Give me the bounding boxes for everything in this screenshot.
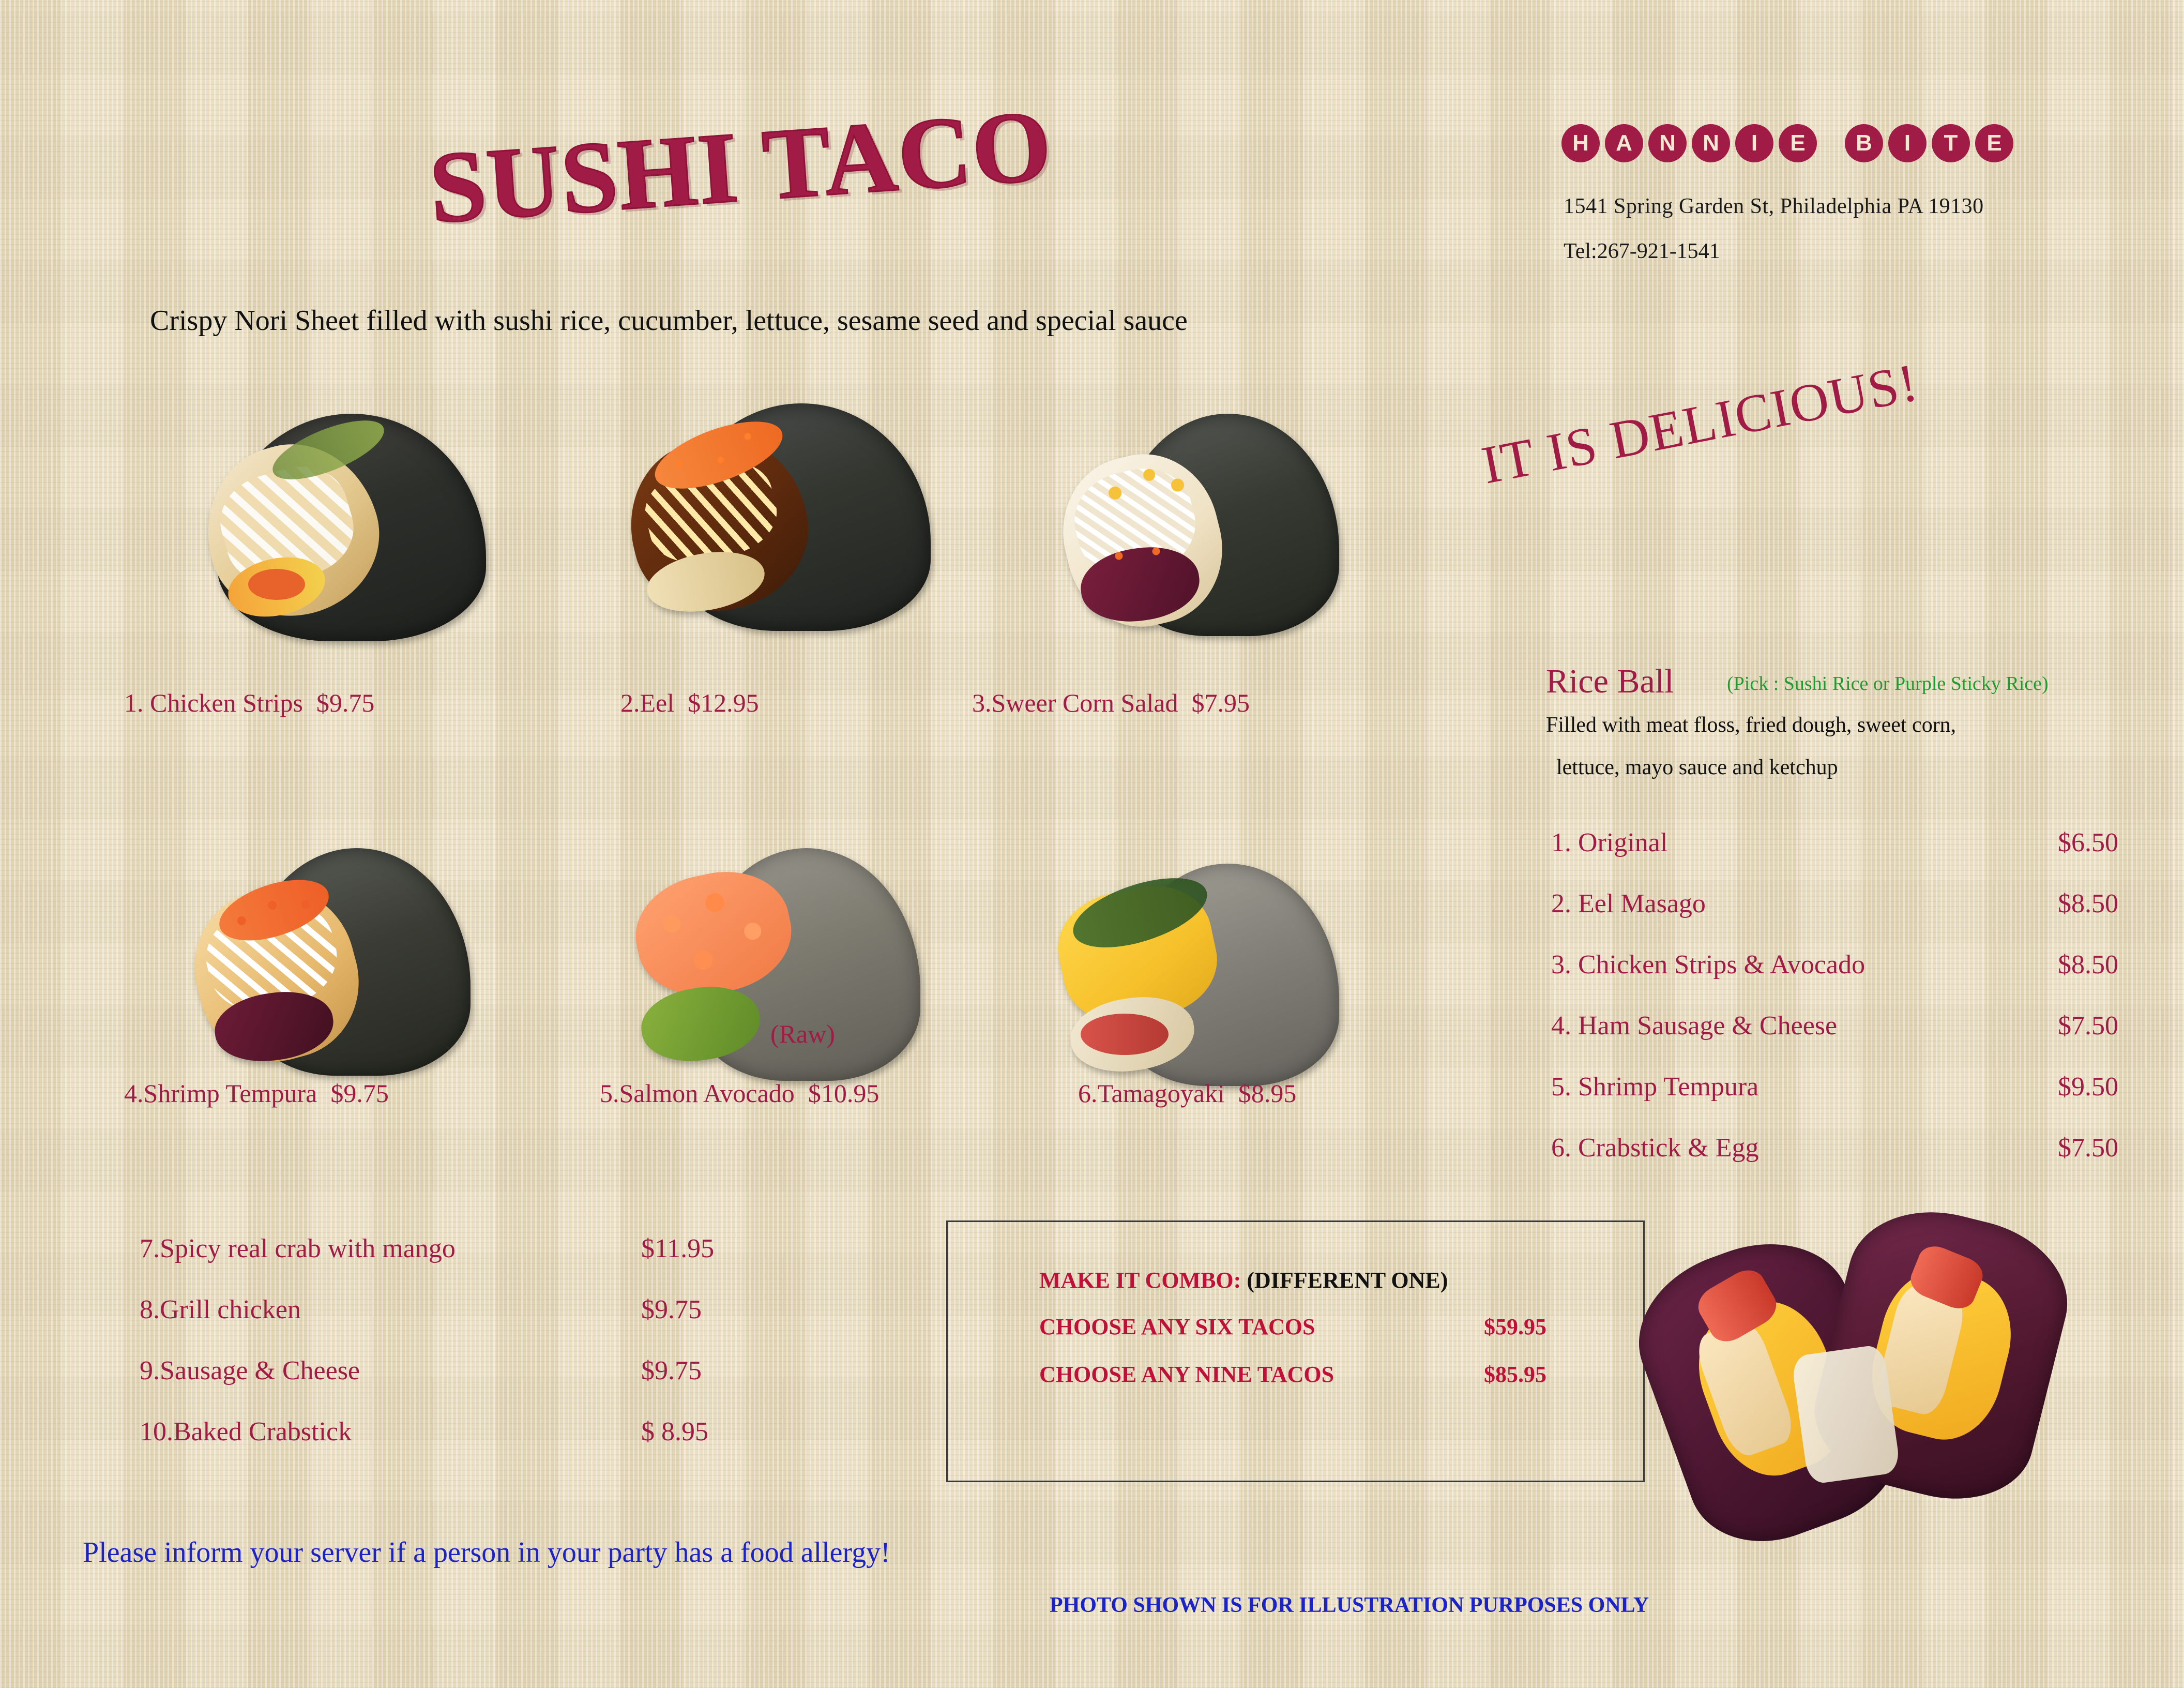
- brand-letter: B: [1845, 124, 1883, 162]
- riceball-item-label: 2. Eel Masago: [1551, 889, 1706, 918]
- combo-title: [1039, 1267, 1448, 1293]
- taco-list-label-8: 8.Grill chicken: [140, 1295, 301, 1324]
- riceball-item-label: 1. Original: [1551, 828, 1668, 857]
- taco-photo-shrimp-tempura: [186, 827, 486, 1096]
- taco-photo-sweet-corn-salad: [1055, 393, 1349, 662]
- taco-caption-1: [124, 688, 374, 718]
- taco-price-1: $9.75: [316, 688, 375, 717]
- brand-letter: I: [1735, 124, 1773, 162]
- restaurant-address: 1541 Spring Garden St, Philadelphia PA 19130: [1564, 194, 1984, 218]
- combo-line-price-1: $59.95: [1484, 1314, 1546, 1339]
- combo-title-note: (DIFFERENT ONE): [1247, 1268, 1448, 1293]
- brand-logo: [1561, 124, 2013, 162]
- taco-price-4: $9.75: [330, 1079, 389, 1108]
- menu-subtitle: Crispy Nori Sheet filled with sushi rice, cucumber, lettuce, sesame seed and special sauce: [150, 305, 1188, 337]
- riceball-item-price: $7.50: [2058, 1011, 2118, 1041]
- riceball-item-label: 4. Ham Sausage & Cheese: [1551, 1011, 1838, 1041]
- combo-box: [946, 1220, 1645, 1482]
- riceball-item-price: $9.50: [2058, 1072, 2118, 1102]
- tagline: IT IS DELICIOUS!: [1477, 352, 1923, 495]
- riceball-pick-note: (Pick : Sushi Rice or Purple Sticky Rice): [1727, 673, 2049, 695]
- taco-label-2: 2.Eel: [620, 688, 675, 717]
- taco-caption-4: [124, 1078, 389, 1108]
- riceball-item-price: $8.50: [2058, 950, 2118, 979]
- taco-price-3: $7.95: [1191, 688, 1250, 717]
- taco-caption-3: [972, 688, 1250, 718]
- brand-letter: E: [1779, 124, 1817, 162]
- taco-list-label-7: 7.Spicy real crab with mango: [140, 1234, 456, 1263]
- burrito-photo: [1644, 1184, 2099, 1588]
- brand-letter: E: [1975, 124, 2013, 162]
- brand-letter: N: [1692, 124, 1730, 162]
- taco-list-price-8: $9.75: [641, 1295, 702, 1324]
- taco-label-4: 4.Shrimp Tempura: [124, 1079, 317, 1108]
- combo-line-price-2: $85.95: [1484, 1362, 1546, 1387]
- taco-photo-eel: [615, 383, 936, 662]
- taco-list-label-9: 9.Sausage & Cheese: [140, 1356, 360, 1385]
- restaurant-phone: Tel:267-921-1541: [1564, 239, 1720, 263]
- taco-note-raw: (Raw): [770, 1019, 835, 1048]
- taco-list-price-10: $ 8.95: [641, 1417, 708, 1446]
- riceball-description-line1: Filled with meat floss, fried dough, sweet corn,: [1546, 713, 1957, 737]
- taco-label-1: 1. Chicken Strips: [124, 688, 303, 717]
- taco-caption-2: [620, 688, 759, 718]
- taco-caption-5: [600, 1078, 879, 1108]
- brand-letter: I: [1888, 124, 1927, 162]
- riceball-item-price: $8.50: [2058, 889, 2118, 918]
- taco-photo-tamagoyaki: [1050, 843, 1349, 1102]
- brand-letter: T: [1932, 124, 1970, 162]
- taco-price-5: $10.95: [808, 1079, 879, 1108]
- riceball-description-line2: lettuce, mayo sauce and ketchup: [1556, 756, 1838, 779]
- brand-letter: H: [1561, 124, 1600, 162]
- taco-label-3: 3.Sweer Corn Salad: [972, 688, 1178, 717]
- illustration-notice: PHOTO SHOWN IS FOR ILLUSTRATION PURPOSES ONLY: [1050, 1593, 1649, 1617]
- taco-price-2: $12.95: [688, 688, 759, 717]
- taco-list-label-10: 10.Baked Crabstick: [140, 1417, 352, 1446]
- taco-price-6: $8.95: [1238, 1079, 1297, 1108]
- taco-label-6: 6.Tamagoyaki: [1078, 1079, 1225, 1108]
- taco-list-price-7: $11.95: [641, 1234, 715, 1263]
- taco-photo-chicken-strips: [186, 393, 496, 662]
- brand-spacer: [1822, 124, 1840, 162]
- brand-letter: N: [1648, 124, 1687, 162]
- riceball-item-price: $7.50: [2058, 1133, 2118, 1163]
- riceball-item-label: 3. Chicken Strips & Avocado: [1551, 950, 1866, 979]
- combo-line-label-1: CHOOSE ANY SIX TACOS: [1039, 1314, 1315, 1339]
- brand-letter: A: [1605, 124, 1643, 162]
- taco-caption-6: [1078, 1078, 1296, 1108]
- riceball-item-price: $6.50: [2058, 828, 2118, 857]
- riceball-item-label: 6. Crabstick & Egg: [1551, 1133, 1759, 1163]
- taco-label-5: 5.Salmon Avocado: [600, 1079, 795, 1108]
- combo-line-label-2: CHOOSE ANY NINE TACOS: [1039, 1362, 1334, 1387]
- taco-photo-salmon-avocado: [620, 827, 931, 1096]
- combo-title-label: MAKE IT COMBO:: [1039, 1268, 1241, 1293]
- riceball-item-label: 5. Shrimp Tempura: [1551, 1072, 1759, 1102]
- taco-list-price-9: $9.75: [641, 1356, 702, 1385]
- allergy-notice: Please inform your server if a person in your party has a food allergy!: [83, 1536, 890, 1569]
- riceball-section-title: Rice Ball: [1546, 662, 1674, 700]
- page-title: SUSHI TACO: [426, 89, 1056, 245]
